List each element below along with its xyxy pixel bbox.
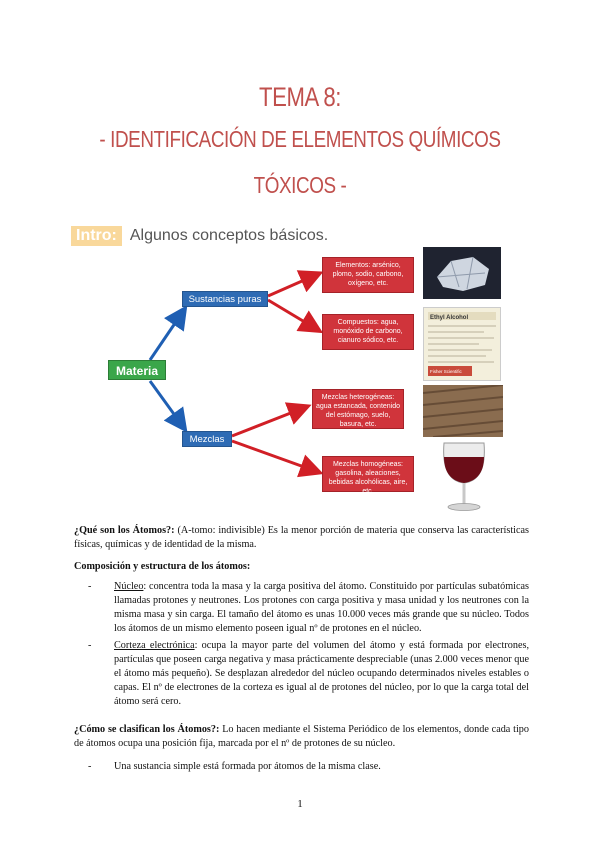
arrow-to-pure <box>150 310 184 360</box>
node-pure-substances: Sustancias puras <box>182 291 268 307</box>
p3-heading: ¿Cómo se clasifican los Átomos?: <box>74 724 220 735</box>
page-number: 1 <box>297 798 303 810</box>
list-item-corteza <box>114 639 529 709</box>
text-corteza: : ocupa la mayor parte del volumen del átomo y está formada por electrones, partículas que poseen carga negativa y masa prácticamente despreciable (unas 2.000 veces menor que el átomo más pequeño). Se desplazan alrededor del núcleo ocupando determinados niveles estables o capas. El nº de electrones de la corteza es igual al de protones del núcleo, por lo que la carga total del átomo será cero. <box>114 640 529 707</box>
intro-badge: Intro: <box>71 226 122 246</box>
title-line-3: TÓXICOS - <box>253 172 347 198</box>
heading-composicion: Composición y estructura de los átomos: <box>74 561 251 572</box>
list-item-simple: - Una sustancia simple está formada por átomos de la misma clase. <box>114 760 529 774</box>
node-mixtures: Mezclas <box>182 431 232 447</box>
node-homogeneous-mixtures: Mezclas homogéneas: gasolina, aleaciones, bebidas alcohólicas, aire, etc. <box>322 456 414 492</box>
arrow-to-elements <box>268 274 318 296</box>
chemical-label-photo <box>423 307 501 381</box>
label-title: Ethyl Alcohol <box>430 315 469 321</box>
soil-photo <box>423 385 503 437</box>
term-nucleo: Núcleo <box>114 581 144 592</box>
term-corteza: Corteza electrónica <box>114 640 195 651</box>
paragraph-que-son-atomos <box>74 524 529 552</box>
node-materia: Materia <box>108 360 166 380</box>
arrow-to-homogeneous <box>232 441 318 472</box>
arrow-to-compounds <box>268 300 318 330</box>
classification-list <box>74 760 529 777</box>
node-heterogeneous-mixtures: Mezclas heterogéneas: agua estancada, contenido del estómago, suelo, basura, etc. <box>312 389 404 429</box>
soil-icon <box>423 385 503 437</box>
crystal-photo <box>423 247 501 299</box>
intro-text: Algunos conceptos básicos. <box>129 227 329 244</box>
node-elements: Elementos: arsénico, plomo, sodio, carbono, oxígeno, etc. <box>322 257 414 293</box>
p1-text: (A-tomo: indivisible) Es la menor porción de materia que conserva las características físicas, químicas y de identidad de la misma. <box>74 525 529 550</box>
wine-glass-photo <box>432 441 496 513</box>
structure-list <box>74 580 529 712</box>
paragraph-clasificacion <box>74 723 529 751</box>
p3-text: Lo hacen mediante el Sistema Periódico de los elementos, donde cada tipo de átomos ocupa una posición fija, marcada por el nº de protones de su núcleo. <box>74 724 529 749</box>
crystal-icon <box>423 247 501 299</box>
label-brand: Fisher Scientific <box>430 369 462 374</box>
title-line-2: - IDENTIFICACIÓN DE ELEMENTOS QUÍMICOS <box>99 126 501 152</box>
list-item-nucleo <box>114 580 529 636</box>
title-line-1: TEMA 8: <box>258 82 342 112</box>
label-icon <box>424 308 500 380</box>
wine-glass-icon <box>432 441 496 513</box>
arrow-to-heterogeneous <box>232 407 306 436</box>
node-compounds: Compuestos: agua, monóxido de carbono, cianuro sódico, etc. <box>322 314 414 350</box>
arrow-to-mix <box>150 381 184 428</box>
text-nucleo: : concentra toda la masa y la carga positiva del átomo. Constituido por partículas subatómicas llamadas protones y neutrones. Los protones con carga positiva y masa unidad y los neutrones con la misma masa y sin carga. El tamaño del átomo es unas 10.000 veces más grande que su núcleo. Todos los átomos de un mismo elemento poseen igual nº de protones en el núcleo. <box>114 581 529 634</box>
p1-heading: ¿Qué son los Átomos?: <box>74 525 175 536</box>
